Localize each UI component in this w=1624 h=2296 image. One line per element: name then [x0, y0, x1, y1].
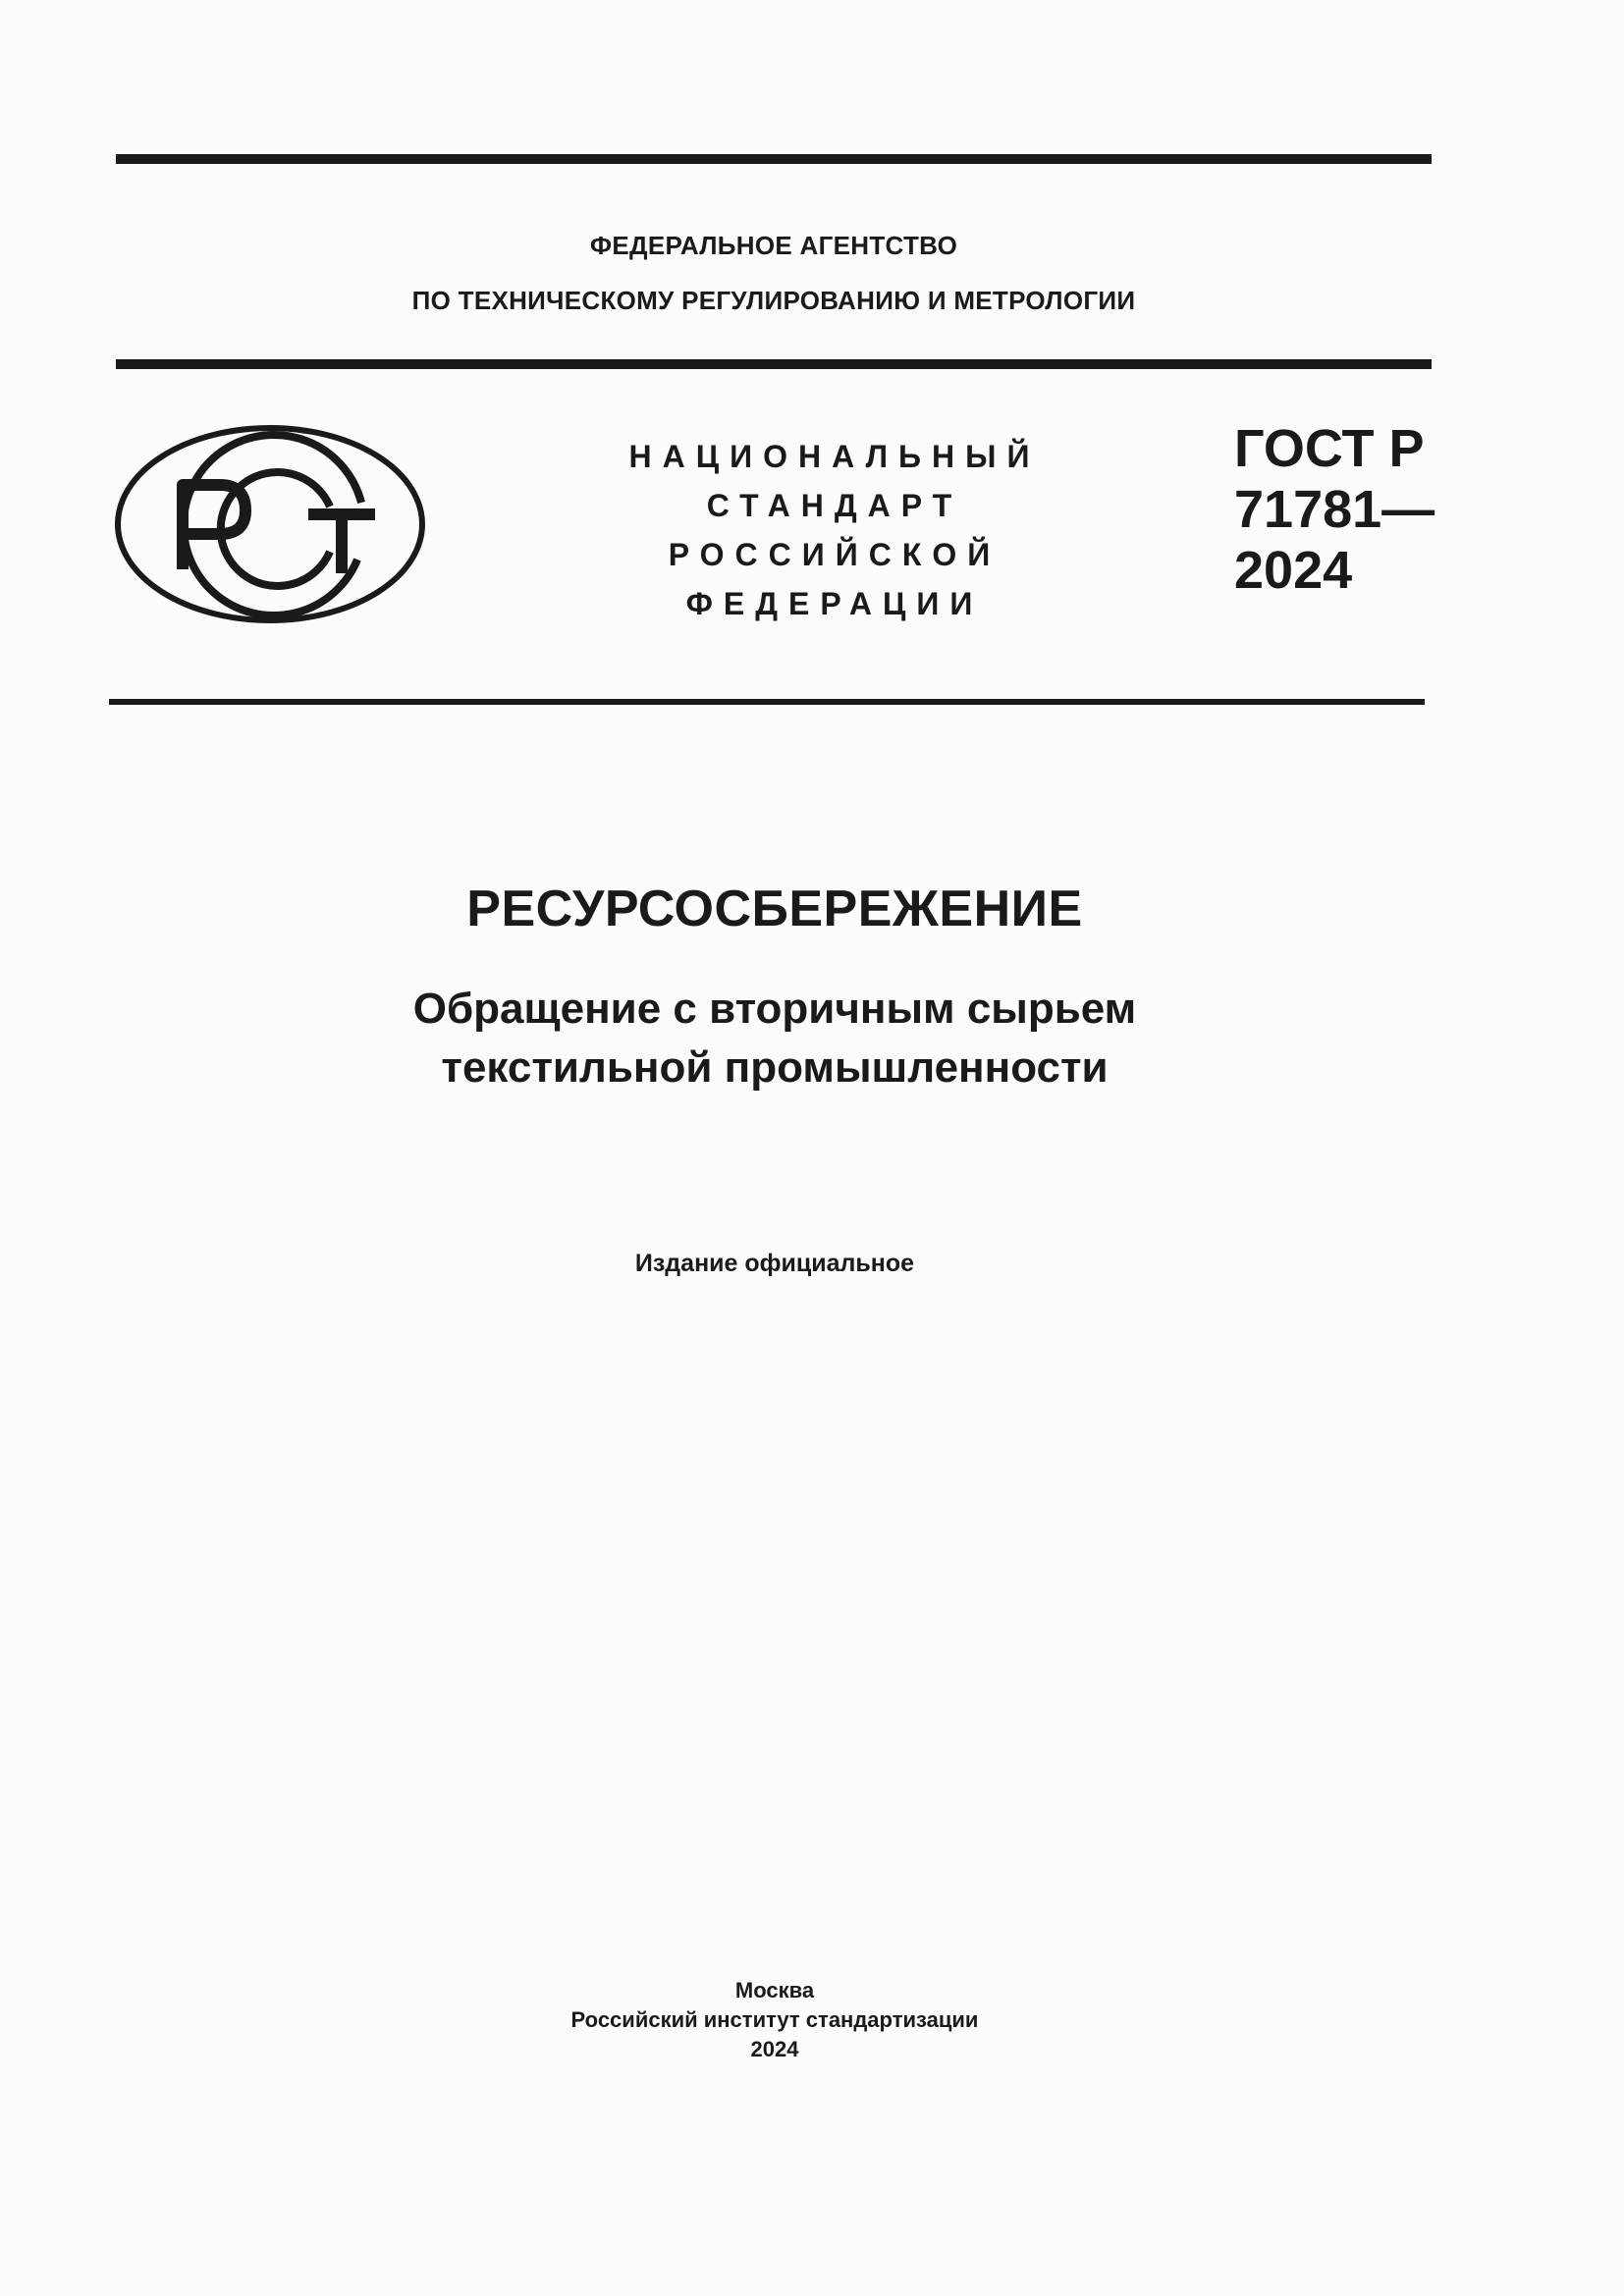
agency-line-1: ФЕДЕРАЛЬНОЕ АГЕНТСТВО [589, 231, 958, 260]
standard-type-line-1: НАЦИОНАЛЬНЫЙ [628, 439, 1041, 474]
standard-type-line-4: ФЕДЕРАЦИИ [685, 586, 984, 621]
standard-type-line-3: РОССИЙСКОЙ [668, 537, 1001, 572]
top-rule [116, 154, 1432, 164]
document-title: РЕСУРСОСБЕРЕЖЕНИЕ [466, 881, 1083, 937]
designation-line-2: 71781— [1234, 480, 1435, 539]
publisher-year: 2024 [750, 2037, 799, 2061]
rst-logo [114, 424, 426, 624]
publisher-block [0, 1976, 1549, 2064]
edition-note: Издание официальное [634, 1250, 915, 1277]
standard-type [530, 432, 1139, 628]
middle-rule [116, 359, 1432, 369]
agency-line-2: ПО ТЕХНИЧЕСКОМУ РЕГУЛИРОВАНИЮ И МЕТРОЛОГИИ [411, 286, 1136, 315]
standard-type-line-2: СТАНДАРТ [706, 488, 963, 523]
standard-designation [1234, 418, 1435, 601]
bottom-rule [109, 699, 1425, 705]
subtitle-line-2: текстильной промышленности [441, 1043, 1109, 1092]
rst-certification-mark-icon [114, 424, 426, 624]
subtitle-line-1: Обращение с вторичным сырьем [412, 985, 1137, 1033]
document-subtitle [0, 980, 1549, 1097]
publisher-organization: Российский институт стандартизации [570, 2007, 979, 2032]
agency-header [116, 218, 1432, 328]
designation-line-1: ГОСТ Р [1234, 419, 1425, 478]
publisher-city: Москва [734, 1978, 815, 2002]
designation-line-3: 2024 [1234, 541, 1353, 600]
